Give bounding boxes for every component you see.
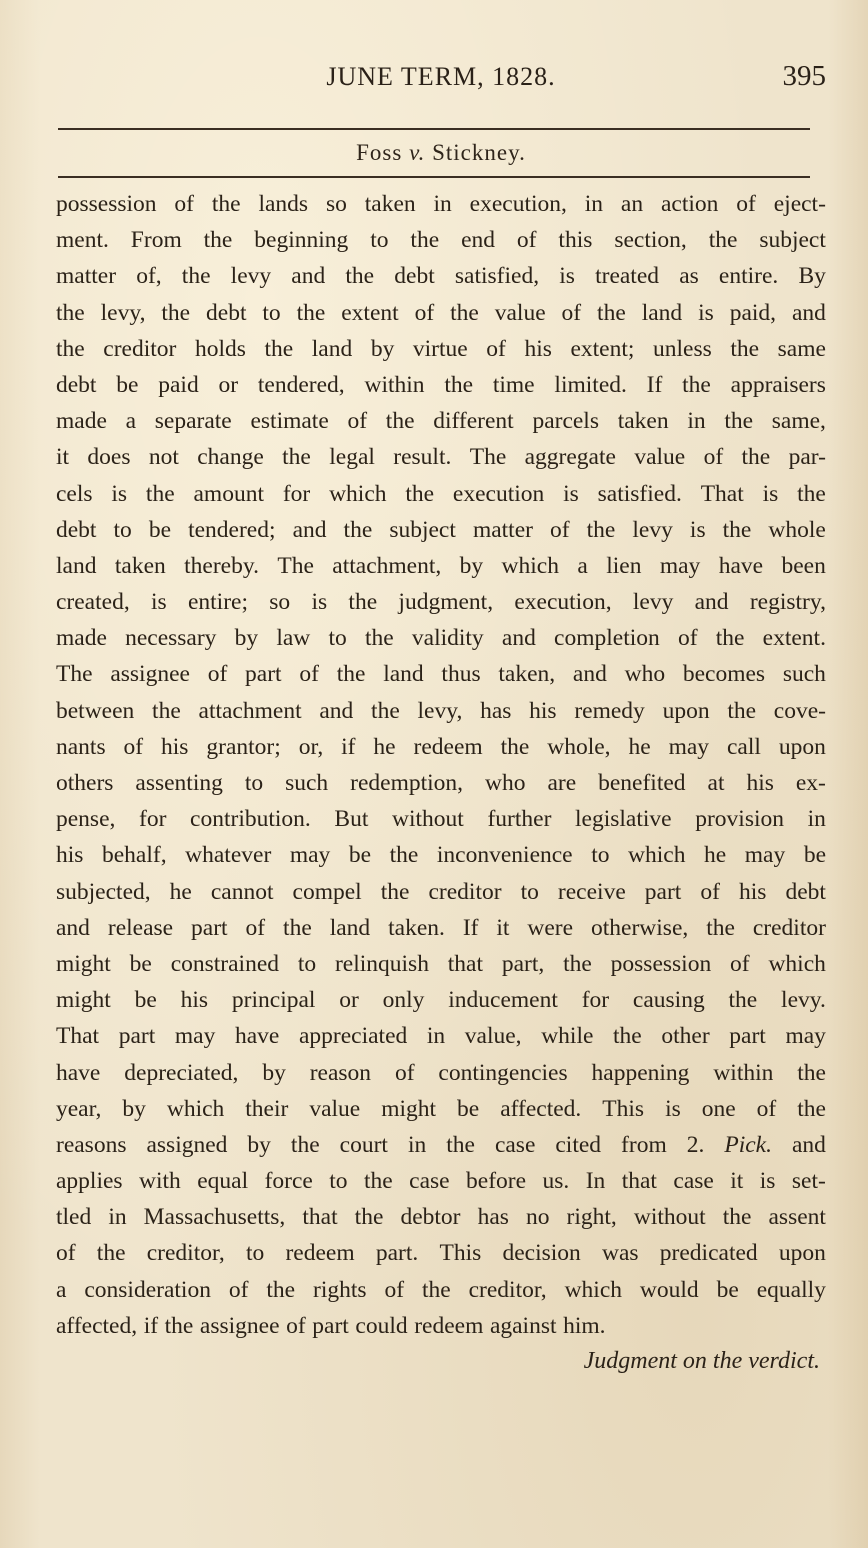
text-line: ment. From the beginning to the end of this section, the subject [56,227,826,254]
case-party-plaintiff: Foss [356,140,403,165]
header-rule-top [58,128,810,130]
case-party-defendant: Stickney. [432,140,526,165]
text-line: That part may have appreciated in value, while the other part may [56,1023,826,1050]
page-number: 395 [782,60,826,92]
text-line: applies with equal force to the case before us. In that case it is set- [56,1168,826,1195]
case-title [56,140,826,166]
running-head [56,62,826,98]
text-line: cels is the amount for which the execution is satisfied. That is the [56,480,826,507]
text-line: a consideration of the rights of the creditor, which would be equally [56,1276,826,1303]
case-versus: v. [409,140,426,165]
text-line: land taken thereby. The attachment, by which a lien may have been [56,552,826,579]
text-line: have depreciated, by reason of contingencies happening within the [56,1059,826,1086]
text-line: made a separate estimate of the different parcels taken in the same, [56,408,826,435]
text-line: the creditor holds the land by virtue of his extent; unless the same [56,335,826,362]
text-line: debt to be tendered; and the subject matter of the levy is the whole [56,516,826,543]
text-line: subjected, he cannot compel the creditor to receive part of his debt [56,878,826,905]
term-heading: JUNE TERM, 1828. [326,62,556,91]
text-line: made necessary by law to the validity and completion of the extent. [56,625,826,652]
header-rule-bottom [58,176,810,178]
text-line: tled in Massachusetts, that the debtor has no right, without the assent [56,1204,826,1231]
text-line: matter of, the levy and the debt satisfied, is treated as entire. By [56,263,826,290]
text-line: others assenting to such redemption, who are benefited at his ex- [56,770,826,796]
text-line: it does not change the legal result. The aggregate value of the par- [56,444,826,471]
opinion-text [56,186,826,1344]
text-line: of the creditor, to redeem part. This decision was predicated upon [56,1240,826,1267]
text-line: might be constrained to relinquish that part, the possession of which [56,950,826,977]
text-line: possession of the lands so taken in execution, in an action of eject- [56,191,826,217]
text-line: affected, if the assignee of part could redeem against him. [56,1312,606,1339]
text-line: debt be paid or tendered, within the time limited. If the appraisers [56,371,826,398]
text-line: and release part of the land taken. If it were otherwise, the creditor [56,914,826,941]
text-line: year, by which their value might be affected. This is one of the [56,1095,826,1122]
text-line: pense, for contribution. But without further legislative provision in [56,806,826,833]
judgment-line: Judgment on the verdict. [583,1348,820,1374]
text-line: nants of his grantor; or, if he redeem the whole, he may call upon [56,733,826,760]
text-line: might be his principal or only inducement for causing the levy. [56,987,826,1014]
text-line: the levy, the debt to the extent of the value of the land is paid, and [56,299,826,326]
text-line: between the attachment and the levy, has his remedy upon the cove- [56,697,826,724]
text-line: his behalf, whatever may be the inconvenience to which he may be [56,842,826,869]
text-line: reasons assigned by the court in the case cited from 2. Pick. and [56,1131,826,1158]
text-line: The assignee of part of the land thus taken, and who becomes such [56,661,826,688]
text-line: created, is entire; so is the judgment, execution, levy and registry, [56,589,826,616]
